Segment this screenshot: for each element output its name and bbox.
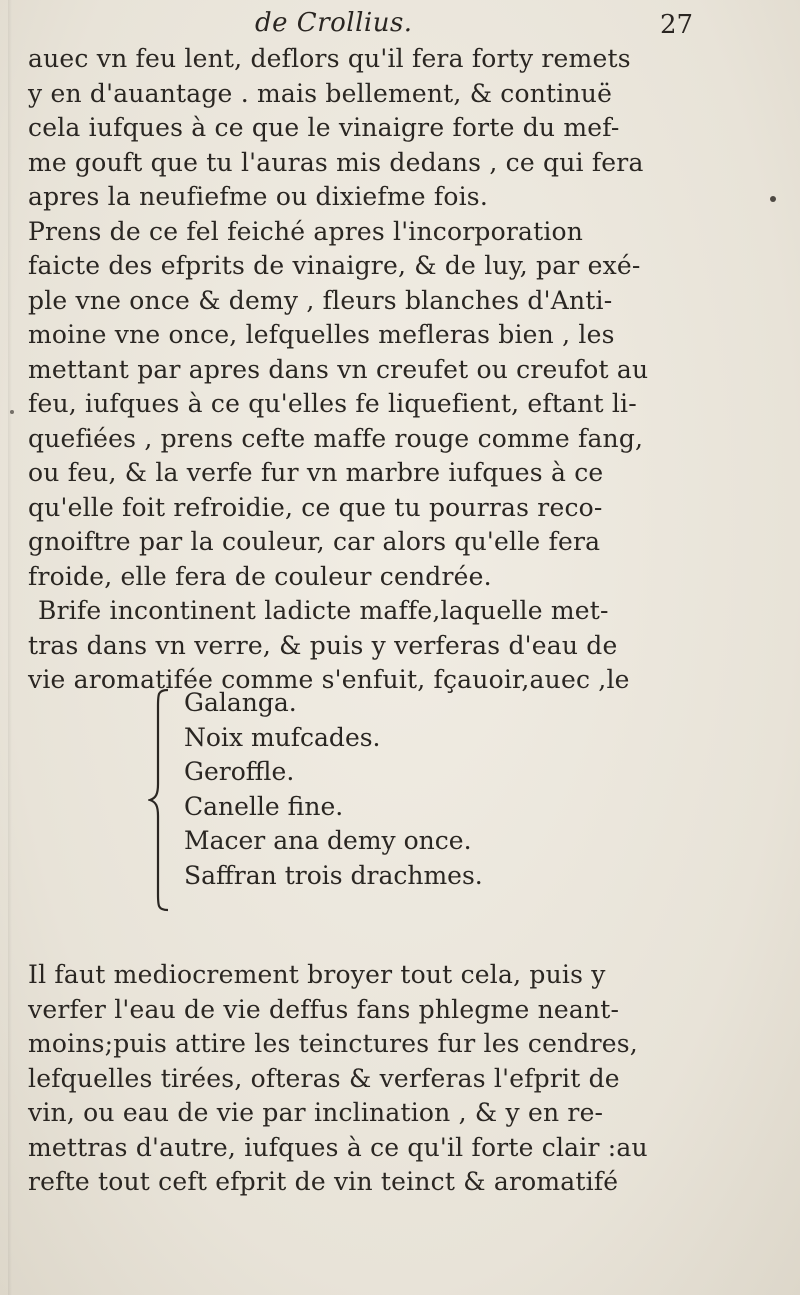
- text-line: y en d'auantage . mais bellement, & continuë: [28, 78, 613, 108]
- text-line: cela iufques à ce que le vinaigre forte du mef-: [28, 113, 620, 142]
- text-line: ou feu, & la verfe fur vn marbre iufques à ce: [28, 458, 604, 487]
- text-line: verfer l'eau de vie deffus fans phlegme neant-: [28, 994, 620, 1024]
- text-line: Il faut mediocrement broyer tout cela, puis y: [28, 960, 606, 989]
- text-line: moins;puis attire les teinctures fur les cendres,: [28, 1029, 638, 1058]
- ink-spot: [10, 410, 14, 414]
- text-line: tras dans vn verre, & puis y verferas d'eau de: [28, 630, 618, 660]
- text-line: Brife incontinent ladicte maffe,laquelle met-: [38, 596, 609, 625]
- ingredient-item: Geroffle.: [184, 757, 295, 786]
- text-line: gnoiftre par la couleur, car alors qu'elle fera: [28, 527, 601, 556]
- ingredient-item: Noix mufcades.: [184, 722, 381, 752]
- page-header: [0, 8, 800, 40]
- ingredient-item: Macer ana demy once.: [184, 826, 472, 855]
- text-line: faicte des efprits de vinaigre, & de luy, par exé-: [28, 251, 641, 280]
- page-number: 27: [660, 10, 694, 40]
- text-line: feu, iufques à ce qu'elles fe liquefient, eftant li-: [28, 389, 637, 418]
- text-line: vie aromatifée comme s'enfuit, fçauoir,auec ,le: [28, 665, 630, 694]
- text-line: mettant par apres dans vn creufet ou creufot au: [28, 354, 649, 384]
- text-line: me gouft que tu l'auras mis dedans , ce qui fera: [28, 147, 644, 177]
- ink-spot: [770, 196, 776, 202]
- text-line: auec vn feu lent, deflors qu'il fera forty remets: [28, 44, 631, 73]
- text-line: vin, ou eau de vie par inclination , & y en re-: [28, 1098, 604, 1127]
- text-line: apres la neufiefme ou dixiefme fois.: [28, 182, 488, 211]
- text-line: refte tout ceft efprit de vin teinct & aromatifé: [28, 1167, 619, 1196]
- text-line: ple vne once & demy , fleurs blanches d'Anti-: [28, 285, 613, 315]
- curly-brace-icon: [148, 686, 170, 914]
- paragraph-2: [28, 958, 768, 1200]
- ingredient-item: Galanga.: [184, 688, 297, 717]
- ingredient-item: Saffran trois drachmes.: [184, 860, 483, 890]
- page-gutter-shadow: [8, 0, 12, 1295]
- text-line: quefiées , prens cefte maffe rouge comme fang,: [28, 423, 644, 453]
- text-line: qu'elle foit refroidie, ce que tu pourras reco-: [28, 492, 603, 522]
- ingredient-item: Canelle fine.: [184, 791, 344, 821]
- running-head: de Crollius.: [255, 8, 413, 38]
- text-line: lefquelles tirées, ofteras & verferas l'efprit de: [28, 1063, 620, 1093]
- text-line: Prens de ce fel feiché apres l'incorporation: [28, 216, 584, 246]
- ingredients: [184, 686, 483, 893]
- text-line: mettras d'autre, iufques à ce qu'il forte clair :au: [28, 1132, 648, 1162]
- paragraph-1: [28, 42, 768, 698]
- text-line: moine vne once, lefquelles mefleras bien , les: [28, 320, 615, 349]
- text-line: froide, elle fera de couleur cendrée.: [28, 561, 492, 591]
